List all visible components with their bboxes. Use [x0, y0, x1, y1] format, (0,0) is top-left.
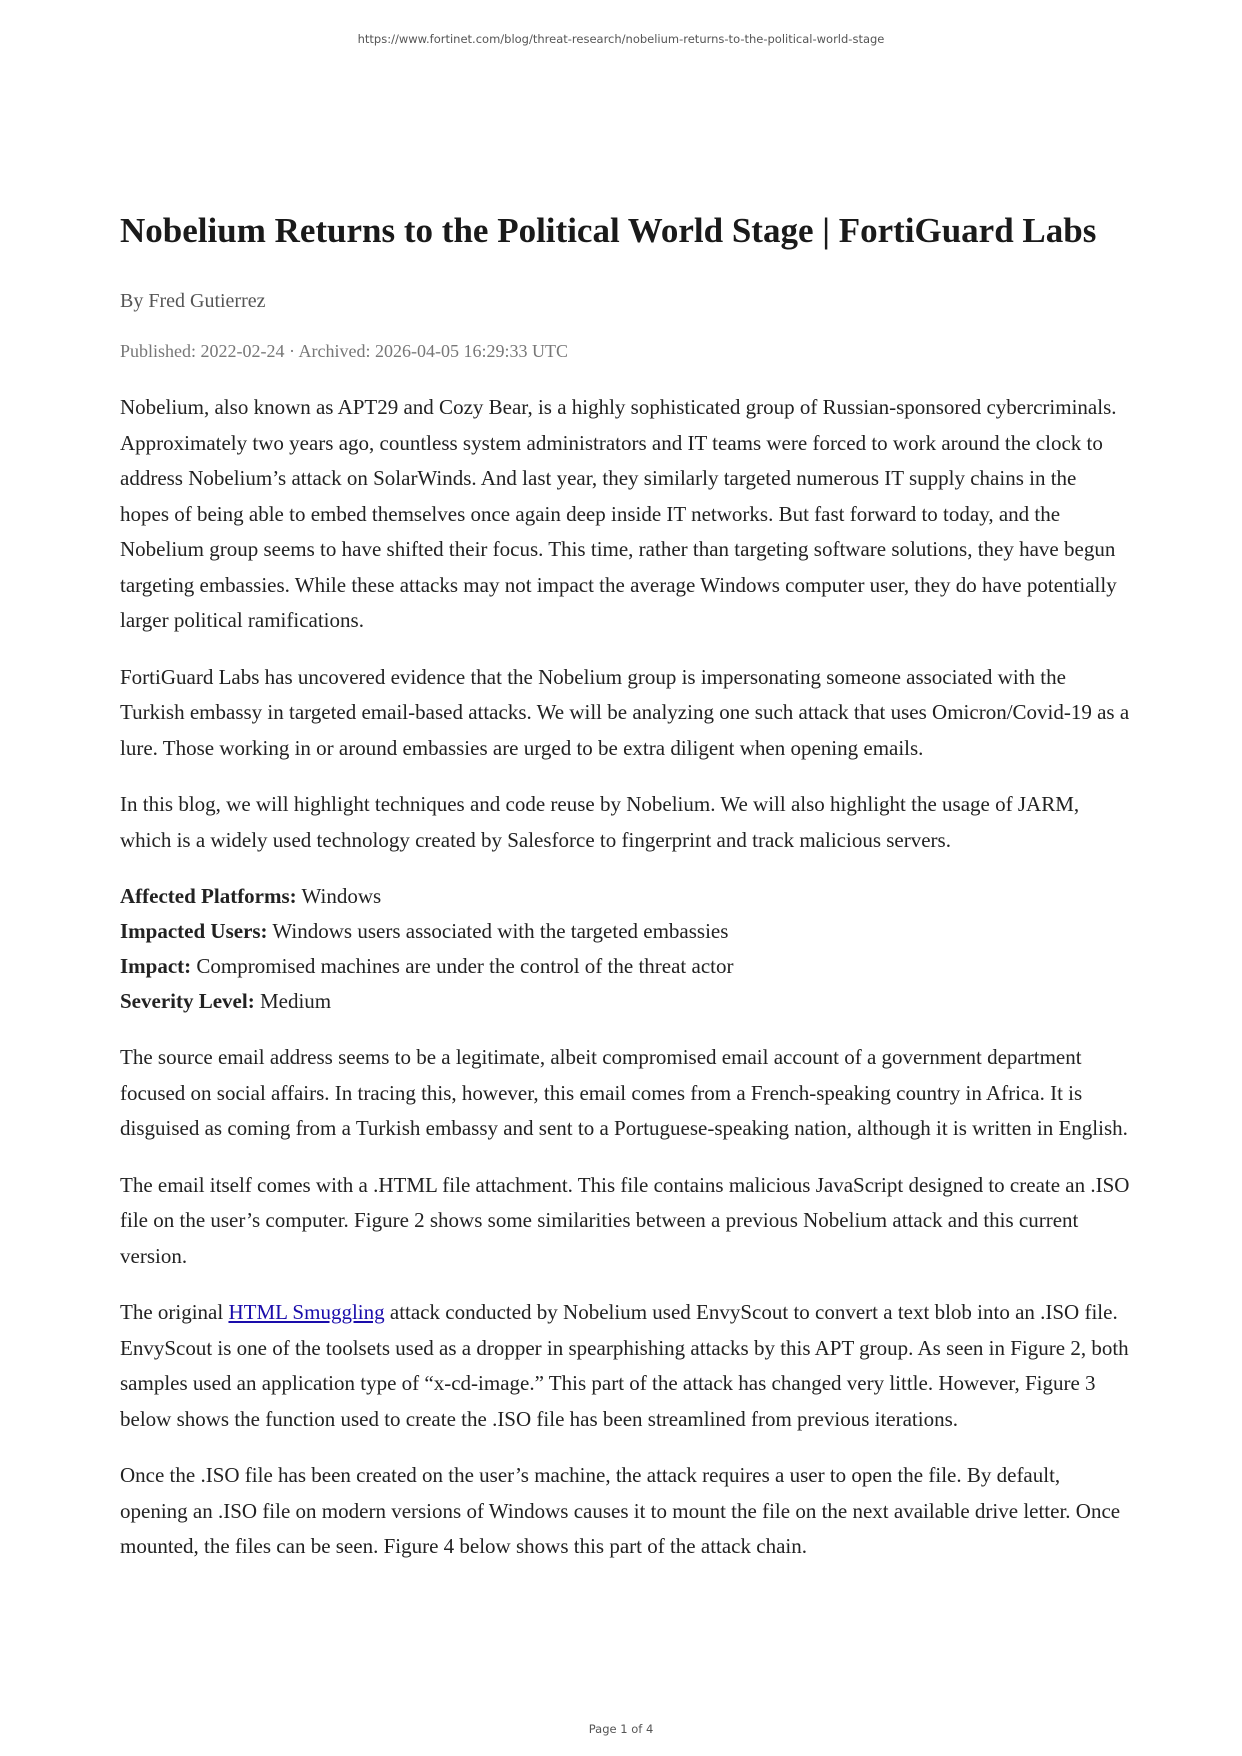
paragraph-intro: Nobelium, also known as APT29 and Cozy Bear, is a highly sophisticated group of Russian-sponsored cybercriminals. Approximately two years ago, countless system administrators and IT teams were forced to work around the clock to address Nobelium’s attack on SolarWinds. And last year, they similarly targeted numerous IT supply chains in the hopes of being able to embed themselves once again deep inside IT networks. But fast forward to today, and the Nobelium group seems to have shifted their focus. This time, rather than targeting software solutions, they have begun targeting embassies. While these attacks may not impact the average Windows computer user, they do have potentially larger political ramifications.	[120, 395, 1117, 632]
fact-value: Medium	[254, 989, 332, 1013]
paragraph-attachment: The email itself comes with a .HTML file attachment. This file contains malicious JavaScript designed to create an .ISO file on the user’s computer. Figure 2 shows some similarities between a previous Nobelium attack and this current version.	[120, 1172, 1130, 1268]
fact-key: Impacted Users:	[120, 919, 268, 943]
fact-value: Windows users associated with the targeted embassies	[267, 919, 729, 943]
fact-value: Compromised machines are under the control of the threat actor	[191, 954, 734, 978]
publish-metadata: Published: 2022-02-24 · Archived: 2026-04-05 16:29:33 UTC	[120, 341, 568, 361]
threat-summary	[120, 879, 1130, 1019]
fact-key: Severity Level:	[120, 989, 255, 1013]
fact-affected-platforms	[120, 879, 1130, 914]
fact-severity-level	[120, 984, 1130, 1019]
page-url-header: https://www.fortinet.com/blog/threat-research/nobelium-returns-to-the-political-world-stage	[357, 32, 885, 46]
page-number: Page 1 of 4	[588, 1722, 654, 1736]
paragraph-source-email: The source email address seems to be a legitimate, albeit compromised email account of a government department focused on social affairs. In tracing this, however, this email comes from a French-speaking country in Africa. It is disguised as coming from a Turkish embassy and sent to a Portuguese-speaking nation, although it is written in English.	[120, 1045, 1128, 1140]
paragraph-evidence: FortiGuard Labs has uncovered evidence that the Nobelium group is impersonating someone associated with the Turkish embassy in targeted email-based attacks. We will be analyzing one such attack that uses Omicron/Covid-19 as a lure. Those working in or around embassies are urged to be extra diligent when opening emails.	[120, 664, 1130, 760]
text-segment: The original	[120, 1300, 229, 1324]
page-title: Nobelium Returns to the Political World Stage | FortiGuard Labs	[120, 211, 1097, 250]
article	[120, 210, 1130, 1586]
paragraph-iso-mount: Once the .ISO file has been created on the user’s machine, the attack requires a user to open the file. By default, opening an .ISO file on modern versions of Windows causes it to mount the file on the next available drive letter. Once mounted, the files can be seen. Figure 4 below shows this part of the attack chain.	[120, 1463, 1121, 1558]
author-byline: By Fred Gutierrez	[120, 290, 266, 312]
paragraph-blog-scope: In this blog, we will highlight techniques and code reuse by Nobelium. We will also highlight the usage of JARM, which is a widely used technology created by Salesforce to fingerprint and track malicious servers.	[120, 792, 1080, 852]
html-smuggling-link[interactable]: HTML Smuggling	[228, 1300, 385, 1324]
fact-value: Windows	[296, 884, 382, 908]
fact-key: Affected Platforms:	[120, 884, 297, 908]
fact-impact	[120, 949, 1130, 984]
fact-key: Impact:	[120, 954, 192, 978]
text-segment: attack conducted by Nobelium used EnvyScout to convert a text blob into an .ISO file. EnvyScout is one of the toolsets used as a dropper in spearphishing attacks by this APT group. As seen in Figure 2, both samples used an application type of “x-cd-image.” This part of the attack has changed very little. However, Figure 3 below shows the function used to create the .ISO file has been streamlined from previous iterations.	[120, 1300, 1129, 1431]
paragraph-html-smuggling	[120, 1295, 1130, 1437]
fact-impacted-users	[120, 914, 1130, 949]
